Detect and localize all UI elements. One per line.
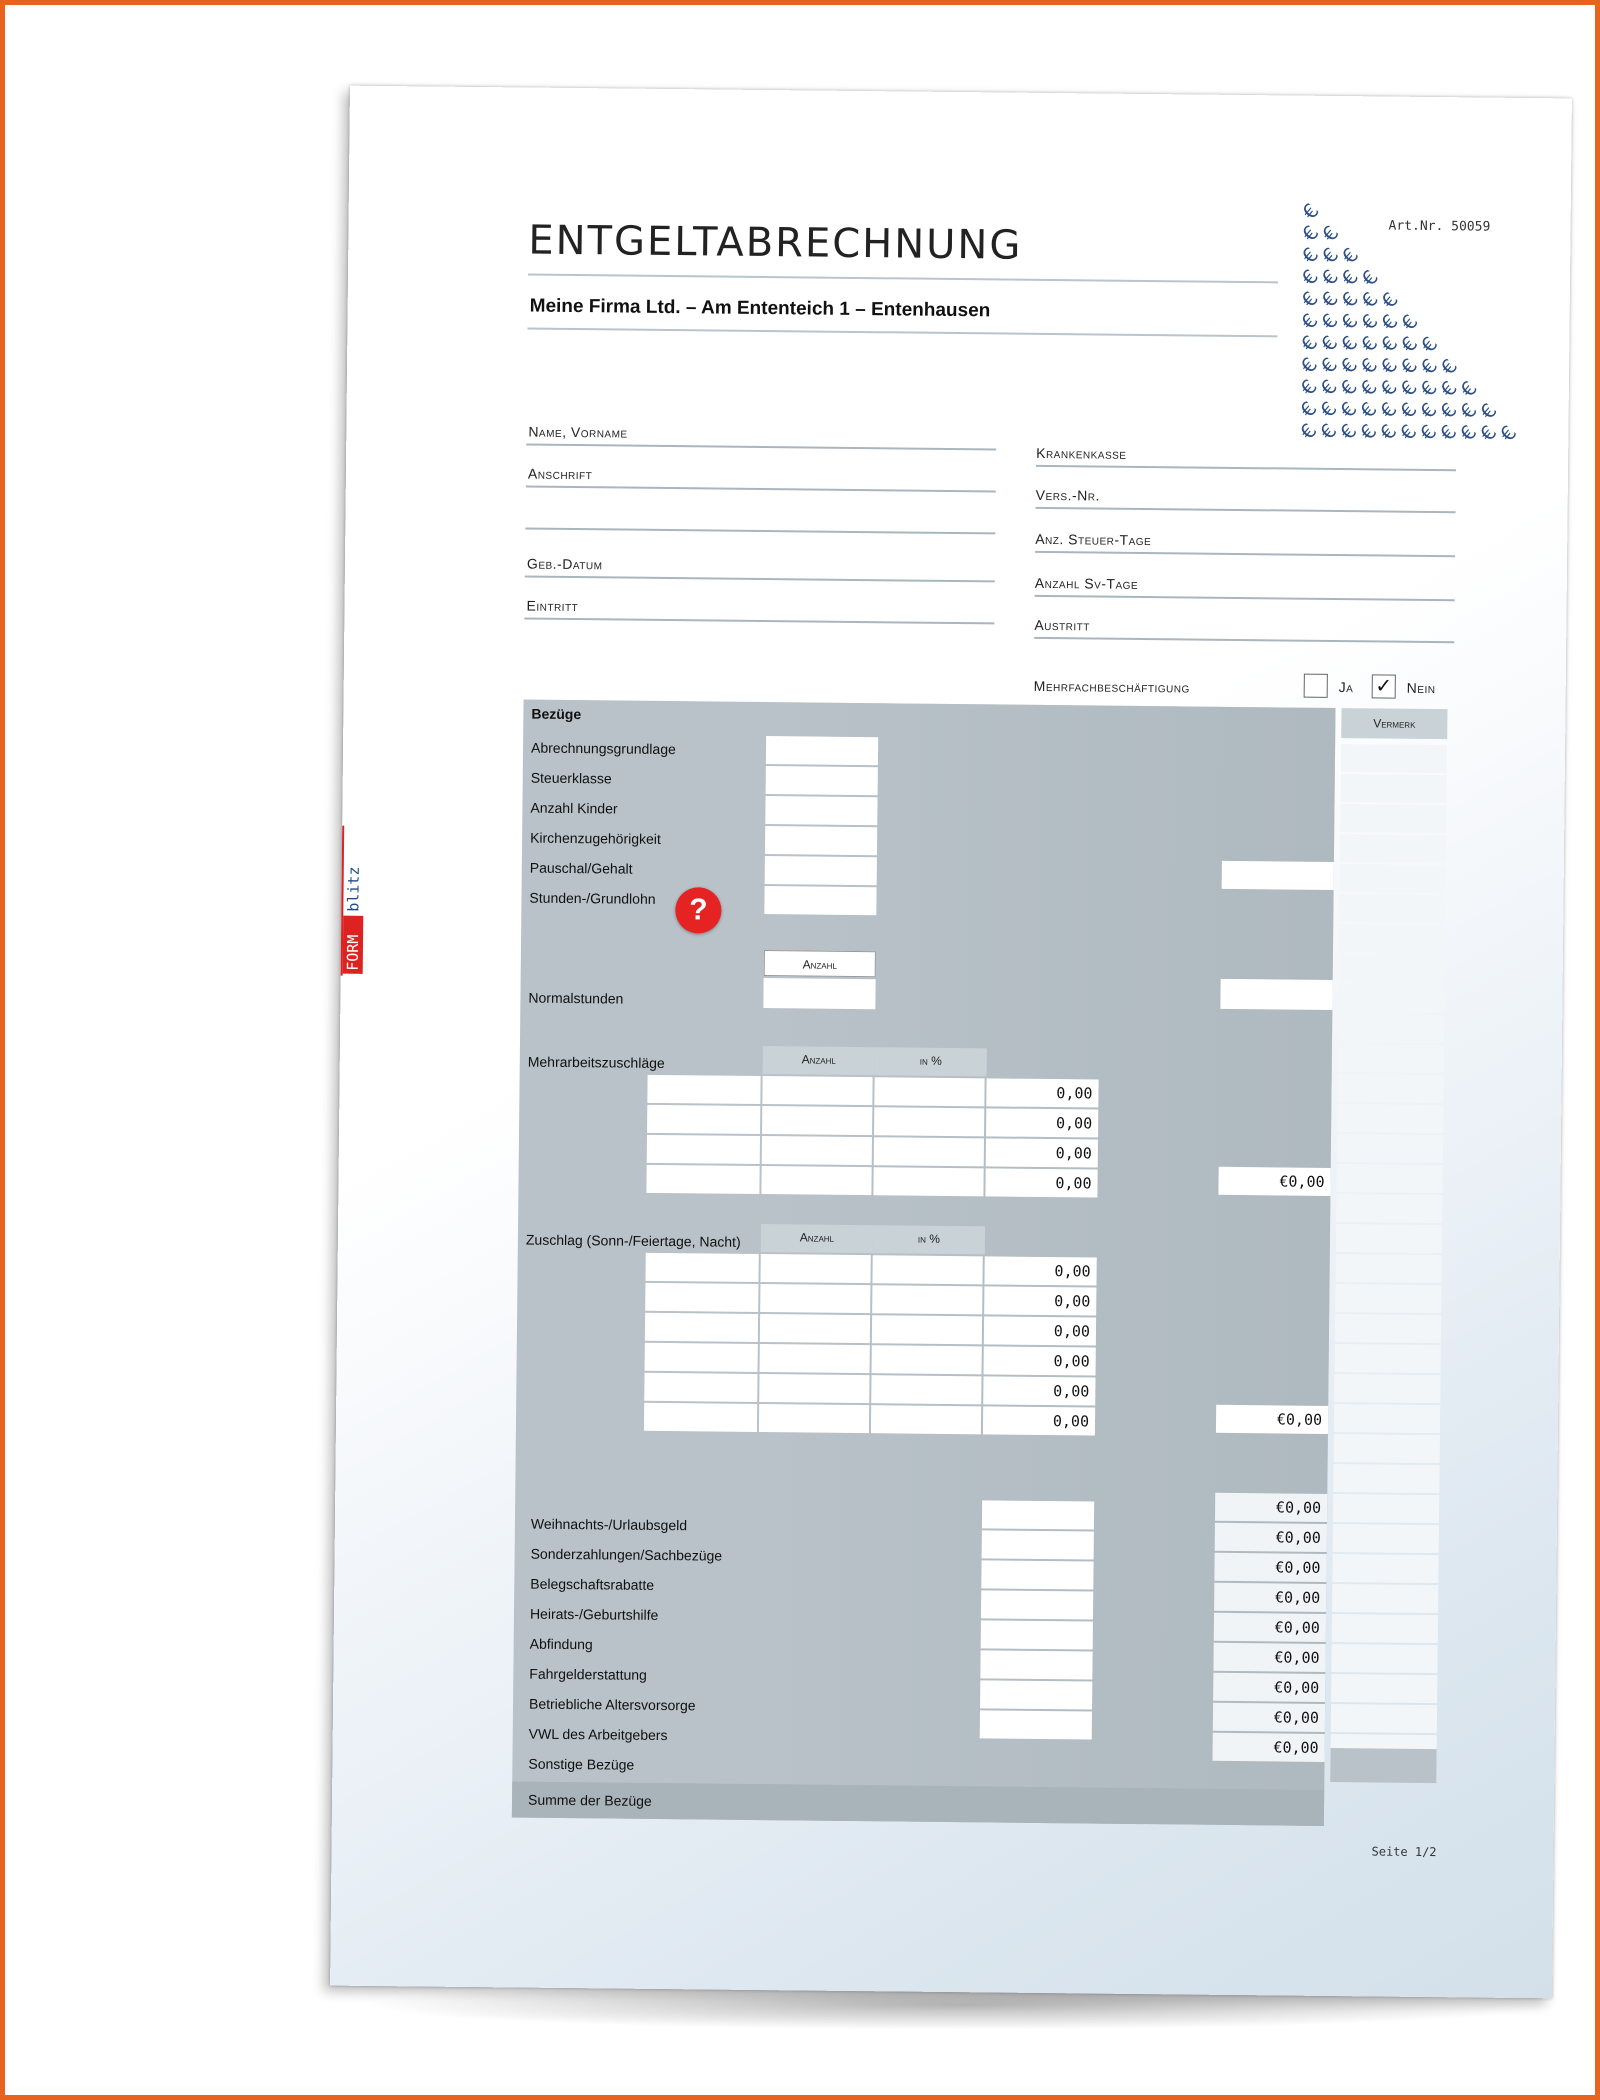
vermerk-cell[interactable]	[1337, 1074, 1443, 1103]
vermerk-cell[interactable]	[1340, 804, 1446, 833]
help-icon[interactable]: ?	[675, 887, 721, 933]
mehrarbeit-pct-input[interactable]	[874, 1107, 984, 1136]
mehrarbeit-pct-input[interactable]	[873, 1167, 983, 1196]
vermerk-cell[interactable]	[1336, 1224, 1442, 1253]
euro-glyph: €	[1435, 354, 1463, 380]
zuschlag-desc-input[interactable]	[645, 1313, 758, 1342]
other-row-label: Weihnachts-/Urlaubsgeld	[530, 1515, 688, 1534]
field-label: Krankenkasse	[1036, 444, 1127, 462]
nein-label: Nein	[1406, 679, 1436, 697]
zuschlag-anzahl-input[interactable]	[760, 1284, 870, 1313]
vermerk-cell[interactable]	[1334, 1404, 1440, 1433]
other-row-label: Betriebliche Altersvorsorge	[528, 1695, 696, 1714]
vermerk-cell[interactable]	[1339, 924, 1445, 953]
euro-glyph: €	[1475, 398, 1502, 424]
euro-glyph: €	[1375, 353, 1403, 379]
euro-glyph: €	[1356, 287, 1383, 313]
vermerk-footer	[1330, 1748, 1436, 1783]
vermerk-cell[interactable]	[1336, 1194, 1442, 1223]
vermerk-cell[interactable]	[1335, 1344, 1441, 1373]
field-line[interactable]	[526, 444, 996, 451]
summe-label: Summe der Bezüge	[527, 1791, 652, 1809]
zuschlag-pct-input[interactable]	[872, 1345, 982, 1374]
vermerk-cell[interactable]	[1336, 1164, 1442, 1193]
mehrarbeit-pct-header: in %	[875, 1047, 987, 1076]
vermerk-cell[interactable]	[1331, 1674, 1437, 1703]
normal-amount[interactable]	[1220, 979, 1332, 1010]
other-row-value: €0,00	[1215, 1523, 1327, 1552]
mehrarbeit-anzahl-input[interactable]	[762, 1136, 872, 1165]
euro-glyph: €	[1354, 419, 1382, 445]
formblitz-logo	[341, 826, 365, 976]
mehrarbeit-value: 0,00	[986, 1138, 1098, 1167]
company-underline	[527, 328, 1277, 338]
other-row-input[interactable]	[982, 1500, 1094, 1529]
other-row-value: €0,00	[1212, 1733, 1324, 1762]
field-label: Anzahl Sv-Tage	[1034, 574, 1139, 592]
euro-glyph: €	[1335, 353, 1363, 379]
zuschlag-desc-input[interactable]	[645, 1343, 758, 1372]
euro-glyph: €	[1494, 420, 1522, 447]
euro-glyph: €	[1375, 397, 1402, 423]
euro-glyph: €	[1415, 397, 1442, 424]
basis-row-label: Anzahl Kinder	[530, 799, 618, 817]
page-number: Seite 1/2	[1371, 1844, 1437, 1860]
euro-glyph: €	[1395, 331, 1423, 358]
zuschlag-label: Zuschlag (Sonn-/Feiertage, Nacht)	[525, 1231, 741, 1250]
euro-glyph: €	[1335, 397, 1362, 423]
euro-glyph: €	[1395, 397, 1422, 424]
vermerk-cell[interactable]	[1333, 1494, 1439, 1523]
other-row-input[interactable]	[980, 1650, 1092, 1679]
euro-glyph: €	[1315, 352, 1343, 379]
mehrarbeit-anzahl-header: Anzahl	[763, 1046, 875, 1075]
section-title: Bezüge	[531, 705, 582, 723]
euro-glyph: €	[1296, 264, 1324, 290]
field-label: Geb.-Datum	[526, 555, 603, 573]
field-label: Anz. Steuer-Tage	[1035, 530, 1152, 549]
field-line[interactable]	[525, 528, 995, 535]
vermerk-cell[interactable]	[1340, 864, 1446, 893]
normal-anzahl-header: Anzahl	[764, 950, 876, 977]
zuschlag-value: 0,00	[983, 1406, 1095, 1435]
vermerk-cell[interactable]	[1332, 1614, 1438, 1643]
euro-glyph: €	[1415, 353, 1443, 380]
vermerk-cell[interactable]	[1337, 1134, 1443, 1163]
zuschlag-value: 0,00	[984, 1316, 1096, 1345]
euro-glyph: €	[1295, 396, 1322, 422]
basis-row-label: Stunden-/Grundlohn	[529, 889, 656, 907]
euro-glyph: €	[1336, 243, 1364, 269]
field-label: Austritt	[1034, 616, 1091, 634]
euro-glyph: €	[1336, 265, 1364, 291]
vermerk-cell[interactable]	[1335, 1314, 1441, 1343]
zuschlag-value: 0,00	[983, 1376, 1095, 1405]
other-row-label: Abfindung	[529, 1635, 593, 1653]
field-label: Anschrift	[527, 465, 593, 483]
mehrarbeit-anzahl-input[interactable]	[762, 1106, 872, 1135]
mehrarbeit-value: 0,00	[986, 1108, 1098, 1137]
zuschlag-total: €0,00	[1216, 1405, 1328, 1434]
euro-glyph: €	[1395, 375, 1422, 402]
euro-glyph: €	[1296, 286, 1323, 312]
field-line[interactable]	[1035, 551, 1455, 557]
vermerk-cell[interactable]	[1335, 1284, 1441, 1313]
field-line[interactable]	[1036, 465, 1456, 471]
basis-row-label: Steuerklasse	[530, 769, 612, 787]
vermerk-cell[interactable]	[1338, 1014, 1444, 1043]
basis-row-input[interactable]	[765, 856, 877, 885]
other-row-value: €0,00	[1213, 1703, 1325, 1732]
zuschlag-pct-input[interactable]	[871, 1375, 981, 1404]
euro-glyph: €	[1455, 398, 1482, 424]
vermerk-header: Vermerk	[1341, 708, 1447, 739]
field-line[interactable]	[1035, 595, 1455, 601]
euro-glyph: €	[1355, 331, 1383, 357]
field-line[interactable]	[1034, 637, 1454, 643]
svg-text:blitz: blitz	[344, 866, 363, 912]
other-row-label: Fahrgelderstattung	[529, 1665, 647, 1683]
euro-glyph: €	[1297, 198, 1324, 224]
euro-glyph: €	[1295, 352, 1323, 378]
euro-glyph: €	[1376, 309, 1403, 335]
title-underline	[528, 274, 1278, 284]
basis-row-input[interactable]	[765, 796, 877, 825]
euro-glyph: €	[1336, 287, 1363, 313]
euro-glyph: €	[1355, 353, 1383, 379]
other-row-value: €0,00	[1215, 1493, 1327, 1522]
vermerk-cell[interactable]	[1331, 1644, 1437, 1673]
other-row-value: €0,00	[1214, 1553, 1326, 1582]
zuschlag-pct-input[interactable]	[872, 1285, 982, 1314]
zuschlag-value: 0,00	[984, 1286, 1096, 1315]
field-line[interactable]	[526, 486, 996, 493]
euro-glyph: €	[1454, 420, 1482, 446]
euro-glyph: €	[1316, 242, 1344, 269]
svg-text:FORM: FORM	[343, 934, 363, 971]
basis-row-input[interactable]	[766, 766, 878, 795]
other-row-input[interactable]	[981, 1590, 1093, 1619]
field-line[interactable]	[525, 576, 995, 583]
bezuege-table	[512, 700, 1464, 1828]
nein-checkbox[interactable]: ✓	[1372, 674, 1396, 698]
euro-glyph: €	[1316, 286, 1343, 313]
gehalt-amount[interactable]	[1222, 861, 1334, 890]
document-title: ENTGELTABRECHNUNG	[528, 217, 1023, 269]
mehrarbeit-value: 0,00	[985, 1168, 1097, 1197]
mehrarbeit-pct-input[interactable]	[874, 1137, 984, 1166]
euro-glyph: €	[1474, 420, 1502, 446]
mehrarbeit-label: Mehrarbeitszuschläge	[527, 1053, 665, 1072]
zuschlag-value: 0,00	[984, 1346, 1096, 1375]
euro-glyph: €	[1316, 220, 1344, 247]
zuschlag-anzahl-input[interactable]	[759, 1374, 869, 1403]
vermerk-cell[interactable]	[1341, 744, 1447, 773]
vermerk-cell[interactable]	[1339, 894, 1445, 923]
euro-glyph: €	[1434, 420, 1462, 446]
zuschlag-desc-input[interactable]	[645, 1253, 758, 1282]
euro-glyph: €	[1334, 419, 1362, 445]
euro-glyph: €	[1316, 264, 1344, 291]
euro-glyph: €	[1455, 376, 1482, 402]
euro-glyph: €	[1335, 375, 1362, 401]
other-row-label: Sonderzahlungen/Sachbezüge	[530, 1545, 723, 1564]
euro-glyph: €	[1355, 375, 1382, 401]
mehrarbeit-anzahl-input[interactable]	[762, 1076, 872, 1105]
vermerk-cell[interactable]	[1333, 1464, 1439, 1493]
euro-glyph: €	[1295, 374, 1322, 400]
normal-anzahl-input[interactable]	[763, 978, 875, 1009]
other-row-label: VWL des Arbeitgebers	[528, 1725, 668, 1744]
other-row-input[interactable]	[980, 1710, 1092, 1739]
mehrarbeit-anzahl-input[interactable]	[761, 1166, 871, 1195]
mehrarbeit-desc-input[interactable]	[647, 1075, 760, 1104]
mehrarbeit-desc-input[interactable]	[647, 1105, 760, 1134]
zuschlag-pct-input[interactable]	[872, 1255, 982, 1284]
ja-checkbox[interactable]	[1304, 674, 1328, 698]
other-row-input[interactable]	[981, 1560, 1093, 1589]
field-label: Eintritt	[526, 597, 579, 615]
vermerk-cell[interactable]	[1331, 1704, 1437, 1733]
other-row-label: Belegschaftsrabatte	[530, 1575, 655, 1593]
euro-glyph: €	[1395, 353, 1423, 380]
other-row-value: €0,00	[1214, 1583, 1326, 1612]
vermerk-cell[interactable]	[1341, 774, 1447, 803]
euro-glyph: €	[1296, 308, 1323, 334]
euro-glyph: €	[1414, 419, 1442, 446]
vermerk-cell[interactable]	[1333, 1524, 1439, 1553]
zuschlag-desc-input[interactable]	[644, 1373, 757, 1402]
field-line[interactable]	[524, 618, 994, 625]
other-row-value: €0,00	[1213, 1643, 1325, 1672]
euro-glyph: €	[1394, 419, 1422, 446]
euro-glyph: €	[1294, 418, 1322, 444]
company-line: Meine Firma Ltd. – Am Ententeich 1 – Entenhausen	[529, 295, 991, 322]
basis-row-input[interactable]	[765, 826, 877, 855]
vermerk-cell[interactable]	[1338, 1044, 1444, 1073]
mehrarbeit-pct-input[interactable]	[874, 1077, 984, 1106]
other-row-value: €0,00	[1214, 1613, 1326, 1642]
basis-row-label: Abrechnungsgrundlage	[530, 739, 676, 758]
euro-glyph: €	[1296, 220, 1324, 246]
euro-glyph: €	[1336, 309, 1363, 335]
euro-glyph: €	[1315, 374, 1342, 401]
zuschlag-pct-header: in %	[873, 1225, 985, 1254]
euro-glyph: €	[1356, 265, 1384, 291]
zuschlag-desc-input[interactable]	[645, 1283, 758, 1312]
euro-glyph: €	[1435, 376, 1462, 402]
euro-pattern-graphic	[1294, 198, 1534, 453]
other-row-value: €0,00	[1213, 1673, 1325, 1702]
basis-row-input[interactable]	[766, 736, 878, 765]
mehrarbeit-value: 0,00	[986, 1078, 1098, 1107]
euro-glyph: €	[1415, 375, 1442, 402]
euro-glyph: €	[1355, 397, 1382, 423]
euro-glyph: €	[1376, 287, 1403, 313]
vermerk-cell[interactable]	[1340, 834, 1446, 863]
other-row-input[interactable]	[981, 1620, 1093, 1649]
euro-glyph: €	[1396, 309, 1423, 336]
vermerk-cell[interactable]	[1336, 1254, 1442, 1283]
mehrarbeit-desc-input[interactable]	[646, 1165, 759, 1194]
vermerk-cell[interactable]	[1334, 1434, 1440, 1463]
zuschlag-pct-input[interactable]	[871, 1405, 981, 1434]
other-row-label: Sonstige Bezüge	[528, 1755, 635, 1773]
vermerk-cell[interactable]	[1332, 1584, 1438, 1613]
basis-row-label: Kirchenzugehörigkeit	[530, 829, 661, 847]
euro-glyph: €	[1375, 331, 1403, 357]
mehrarbeit-total: €0,00	[1218, 1167, 1330, 1196]
zuschlag-desc-input[interactable]	[644, 1403, 757, 1432]
euro-glyph: €	[1315, 330, 1343, 357]
ja-label: Ja	[1338, 679, 1354, 696]
vermerk-cell[interactable]	[1334, 1374, 1440, 1403]
zuschlag-anzahl-input[interactable]	[760, 1314, 870, 1343]
euro-glyph: €	[1315, 396, 1342, 423]
other-row-input[interactable]	[982, 1530, 1094, 1559]
euro-glyph: €	[1296, 242, 1324, 268]
mehrarbeit-desc-input[interactable]	[647, 1135, 760, 1164]
vermerk-cell[interactable]	[1339, 954, 1445, 983]
zuschlag-anzahl-input[interactable]	[759, 1404, 869, 1433]
euro-glyph: €	[1316, 308, 1343, 335]
euro-glyph: €	[1356, 309, 1383, 335]
euro-glyph: €	[1435, 398, 1462, 424]
euro-glyph: €	[1335, 331, 1363, 357]
mehrfach-label: Mehrfachbeschäftigung	[1033, 677, 1190, 696]
vermerk-cell[interactable]	[1332, 1554, 1438, 1583]
normal-label: Normalstunden	[528, 989, 624, 1007]
zuschlag-pct-input[interactable]	[872, 1315, 982, 1344]
field-line[interactable]	[1036, 507, 1456, 513]
field-label: Name, Vorname	[528, 423, 628, 441]
euro-glyph: €	[1374, 419, 1402, 445]
basis-row-input[interactable]	[764, 886, 876, 915]
vermerk-cell[interactable]	[1337, 1104, 1443, 1133]
zuschlag-value: 0,00	[984, 1256, 1096, 1285]
other-row-input[interactable]	[980, 1680, 1092, 1709]
euro-glyph: €	[1295, 330, 1323, 356]
document-sheet	[330, 86, 1572, 1999]
euro-glyph: €	[1314, 418, 1342, 445]
euro-glyph: €	[1375, 375, 1402, 401]
zuschlag-anzahl-header: Anzahl	[761, 1224, 873, 1253]
article-number: Art.Nr. 50059	[1388, 218, 1491, 235]
vermerk-cell[interactable]	[1338, 984, 1444, 1013]
zuschlag-anzahl-input[interactable]	[760, 1254, 870, 1283]
euro-glyph: €	[1415, 331, 1443, 358]
basis-row-label: Pauschal/Gehalt	[529, 859, 633, 877]
other-row-label: Heirats-/Geburtshilfe	[529, 1605, 659, 1623]
zuschlag-anzahl-input[interactable]	[760, 1344, 870, 1373]
field-label: Vers.-Nr.	[1035, 486, 1101, 504]
